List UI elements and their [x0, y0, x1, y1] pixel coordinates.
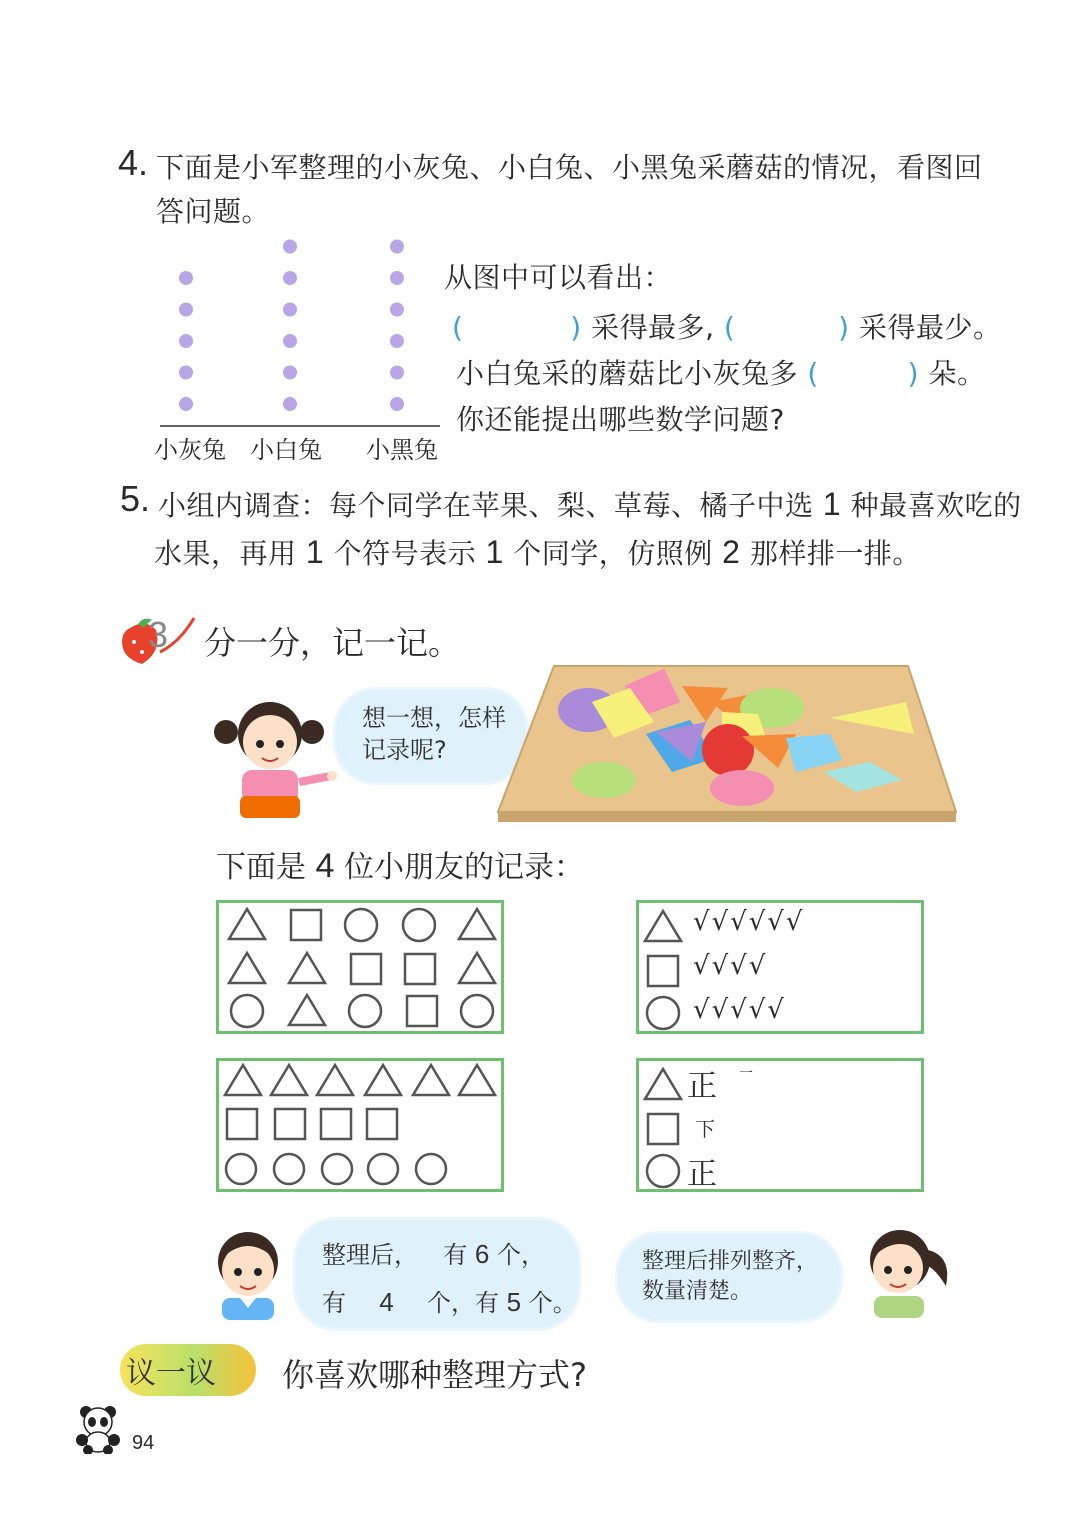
- mushroom-dot: [390, 334, 404, 348]
- mushroom-dot: [283, 397, 297, 411]
- mushroom-dot: [283, 334, 297, 348]
- q4-text-line2: 答问题。: [156, 195, 271, 228]
- square-icon: [648, 956, 678, 986]
- boy-bubble-d: 有: [322, 1289, 346, 1317]
- checks-square: √√√√: [693, 951, 768, 981]
- boy-bubble-num-5: 5: [506, 1287, 522, 1317]
- answer-blank-least-close: ): [838, 311, 850, 344]
- q5-line2-a: 水果，再用: [154, 537, 297, 570]
- mixed-shapes-grid: [219, 903, 501, 1031]
- mushroom-dot: [283, 271, 297, 285]
- checks-triangle: √√√√√√: [693, 907, 805, 937]
- mushroom-dot: [179, 271, 193, 285]
- observe-text: 从图中可以看出：: [444, 261, 673, 294]
- tally-circle: 正: [687, 1157, 717, 1192]
- q5-number: 5.: [120, 478, 151, 519]
- compare-text: 小白兔采的蘑菇比小灰兔多: [456, 357, 799, 390]
- girl-bubble-line1: 想一想，怎样: [362, 704, 506, 732]
- q5-num-4: 2: [722, 534, 741, 570]
- mushroom-dot: [179, 366, 193, 380]
- example-title: 分一分，记一记。: [204, 624, 461, 662]
- sorted-shapes-grid: [219, 1061, 501, 1189]
- q5-num-2: 1: [305, 534, 325, 570]
- boy-illustration: [208, 1228, 294, 1322]
- mushroom-dot: [179, 334, 193, 348]
- record-box-checkmarks: [636, 900, 924, 1034]
- records-intro-b: 位小朋友的记录：: [344, 850, 585, 885]
- most-text: 采得最多,: [591, 311, 715, 344]
- girl2-bubble-line1: 整理后排列整齐，: [642, 1249, 819, 1274]
- girl-ponytail-illustration: [858, 1226, 954, 1320]
- q5-line2-b: 个符号表示: [333, 537, 477, 570]
- triangle-icon: [645, 1069, 681, 1099]
- checkmark-shape-column: [643, 907, 683, 1031]
- chart-label-white-rabbit: 小白兔: [250, 436, 322, 464]
- q5-num-1: 1: [822, 486, 842, 522]
- boy-bubble-b: 有: [443, 1241, 468, 1269]
- q4-text-line1: 下面是小军整理的小灰兔、小白兔、小黑兔采蘑菇的情况，看图回: [156, 151, 983, 184]
- ask-question-text: 你还能提出哪些数学问题?: [456, 403, 785, 436]
- records-intro-a: 下面是: [216, 850, 306, 885]
- boy-bubble-c: 个，: [497, 1241, 546, 1269]
- mushroom-dot: [390, 240, 404, 254]
- boy-bubble-line2: [322, 1286, 577, 1319]
- chart-label-black-rabbit: 小黑兔: [366, 436, 438, 464]
- square-icon: [648, 1114, 678, 1144]
- record-box-mixed: [216, 900, 504, 1034]
- tally-square: 下: [695, 1117, 715, 1141]
- records-intro: [216, 842, 584, 886]
- most-least-line: [452, 306, 1002, 350]
- girl-pointing-illustration: [212, 696, 342, 826]
- mushroom-dot: [390, 397, 404, 411]
- q5-num-3: 1: [485, 534, 504, 570]
- example-number: 3: [148, 614, 169, 655]
- page-number: 94: [132, 1432, 155, 1454]
- q5-text-line1: [158, 482, 1022, 528]
- mushroom-dot: [390, 271, 404, 285]
- girl-bubble-line2: 记录呢?: [362, 736, 447, 764]
- circle-icon: [647, 1155, 679, 1187]
- mushroom-dot: [283, 366, 297, 380]
- tally-shape-column: [643, 1065, 683, 1189]
- mushroom-dot: [283, 240, 297, 254]
- records-intro-number: 4: [315, 847, 335, 885]
- discuss-question: 你喜欢哪种整理方式?: [282, 1356, 587, 1394]
- q4-number: 4.: [118, 142, 149, 183]
- record-box-tally: [636, 1058, 924, 1192]
- answer-blank-least-open: (: [723, 311, 736, 344]
- boy-bubble-f: 个。: [528, 1289, 577, 1317]
- mushroom-dot: [283, 303, 297, 317]
- chart-label-gray-rabbit: 小灰兔: [154, 436, 226, 464]
- boy-bubble-line1: [322, 1238, 545, 1271]
- answer-blank-compare-open: (: [807, 357, 819, 390]
- answer-blank-most-close: ): [570, 311, 582, 344]
- boy-bubble-e: 个，有: [427, 1289, 500, 1317]
- tally-triangle-extra: 一: [739, 1066, 753, 1082]
- mushroom-dot: [390, 303, 404, 317]
- discuss-label: 议一议: [126, 1356, 216, 1391]
- triangle-icon: [645, 911, 681, 941]
- least-text: 采得最少。: [859, 311, 1002, 344]
- q5-line2-d: 那样排一排。: [749, 537, 921, 570]
- mushroom-dot: [390, 366, 404, 380]
- mushroom-dot: [179, 303, 193, 317]
- boy-bubble-a: 整理后，: [322, 1241, 418, 1269]
- q5-line1-b: 种最喜欢吃的: [850, 489, 1022, 522]
- compare-line: [456, 352, 986, 396]
- record-box-sorted: [216, 1058, 504, 1192]
- q5-line2-c: 个同学，仿照例: [513, 537, 713, 570]
- q5-line1-a: 小组内调查：每个同学在苹果、梨、草莓、橘子中选: [158, 489, 814, 522]
- circle-icon: [647, 997, 679, 1029]
- mushroom-dot: [179, 397, 193, 411]
- checks-circle: √√√√√: [693, 995, 786, 1025]
- q5-text-line2: [154, 530, 921, 576]
- unit-text: 朵。: [928, 357, 986, 390]
- shapes-board-illustration: [496, 662, 958, 824]
- panda-icon: [74, 1404, 122, 1454]
- boy-bubble-num-4: 4: [379, 1287, 394, 1317]
- tally-triangle: 正: [687, 1069, 717, 1104]
- answer-blank-most-open: (: [452, 311, 464, 344]
- answer-blank-compare-close: ): [907, 357, 920, 390]
- girl2-bubble-line2: 数量清楚。: [642, 1279, 753, 1304]
- boy-bubble-num-6: 6: [474, 1239, 490, 1269]
